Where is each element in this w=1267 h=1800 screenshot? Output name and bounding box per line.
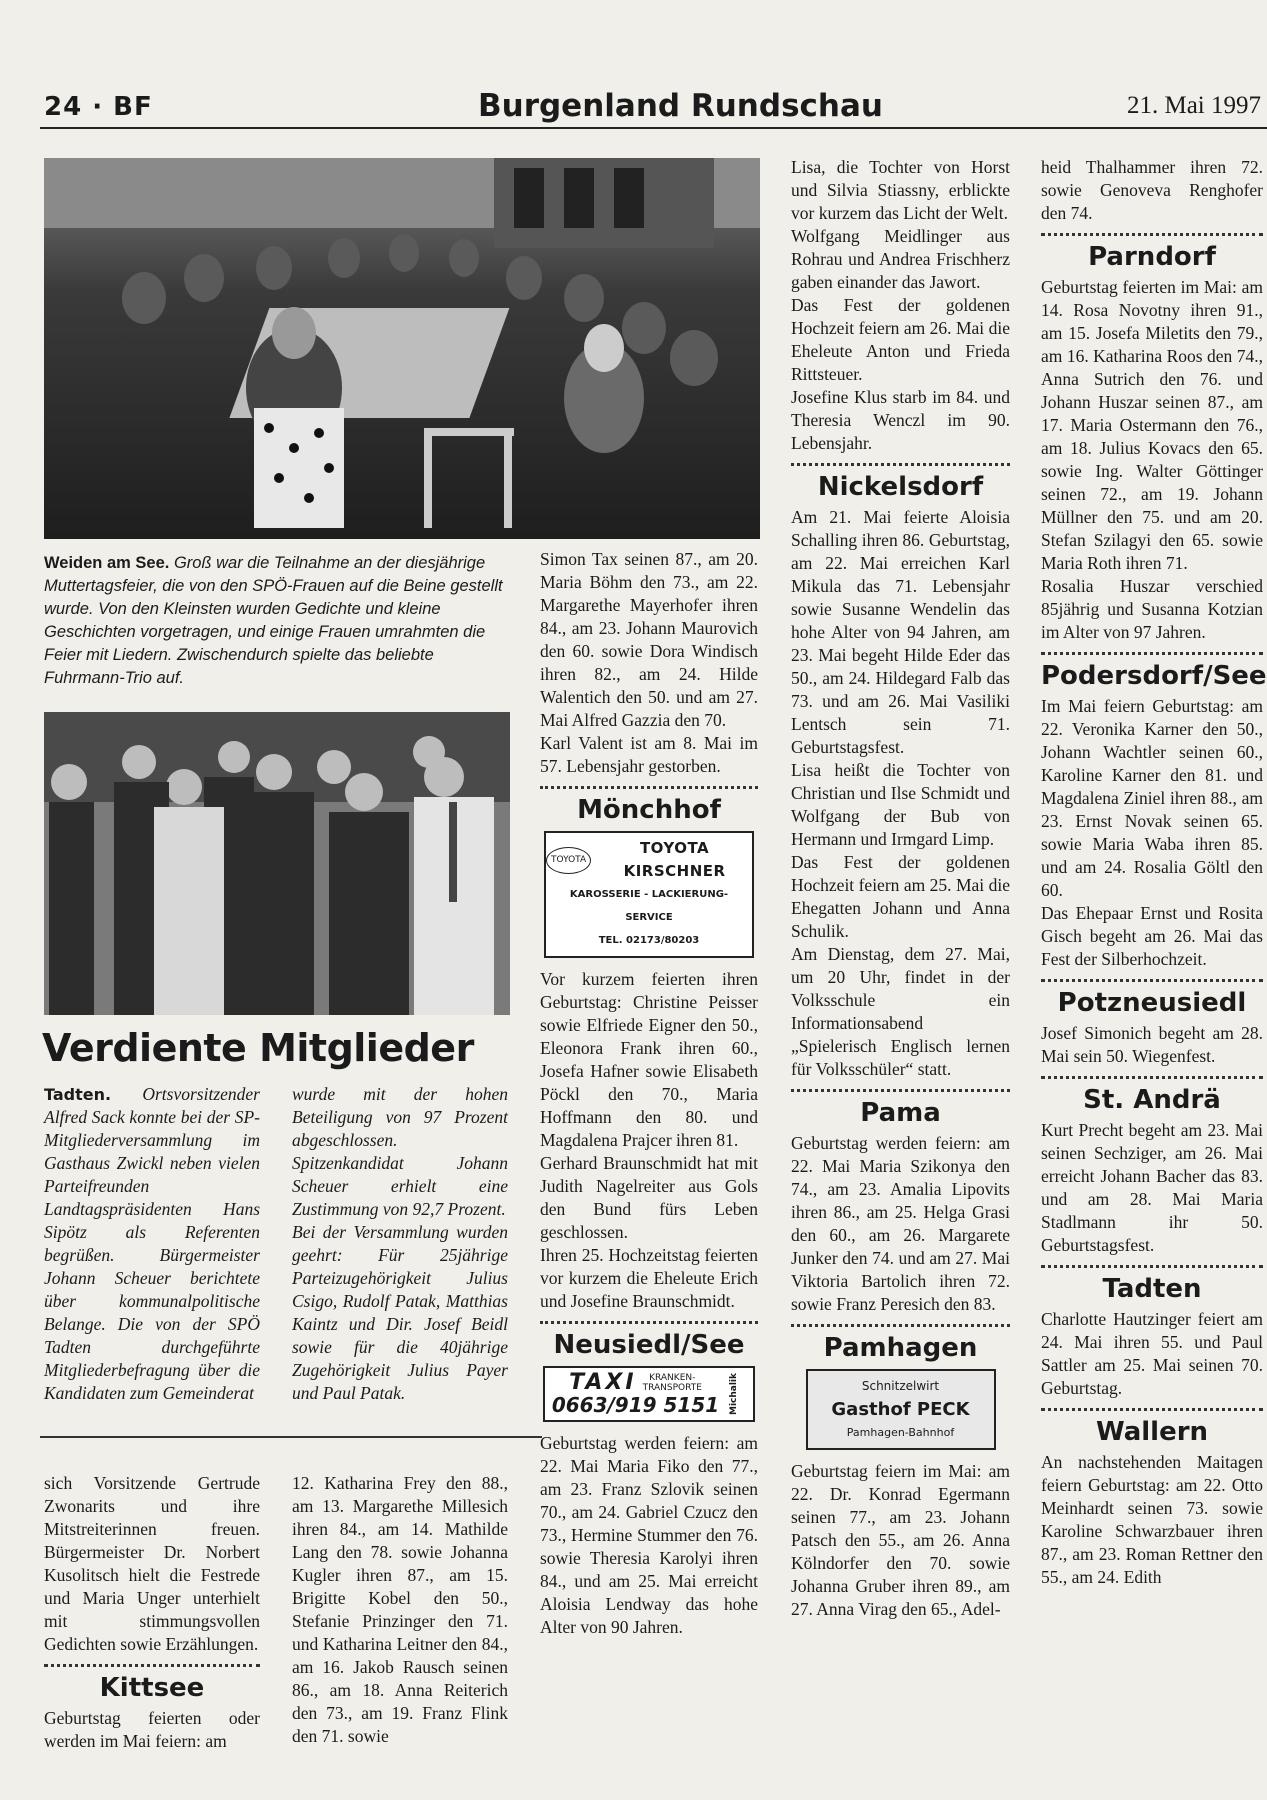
- article-text-3: Bei der Versammlung wurden geehrt: Für 25jährige Parteizugehörigkeit Julius Csigo, Rudolf Patak, Matthias Kaintz und Dir. Josef Beidl sowie für die 40jährige Zugehörigkeit Julius Payer und Paul Patak.: [292, 1222, 508, 1403]
- bottom-col-2: [292, 1472, 508, 1748]
- taxi-ad-title: TAXI: [569, 1370, 637, 1395]
- photo-verdiente-mitglieder: [44, 712, 510, 1015]
- section-separator: [1041, 1408, 1263, 1411]
- section-separator: [1041, 1076, 1263, 1079]
- wallern-text: An nachstehenden Maitagen feiern Geburtstag: am 22. Otto Meinhardt seinen 73. sowie Karoline Schwarzbauer ihren 87., am 23. Roman Rettner den 55., am 24. Edith: [1041, 1452, 1263, 1587]
- ad-toyota-kirschner: [544, 831, 754, 958]
- moenchhof-text: Vor kurzem feierten ihren Geburtstag: Christine Peisser sowie Elfriede Eigner den 50., Eleonora Frank ihren 60., Josefa Hafner sowie Elisabeth Pöckl den 70., Maria Hoffmann den 80. und Magdalena Prajcer ihren 81.: [540, 969, 758, 1150]
- column-3: [540, 548, 758, 1639]
- issue-date: 21. Mai 1997: [1126, 92, 1261, 119]
- column-5: [1041, 156, 1267, 1589]
- moenchhof-text-3: Ihren 25. Hochzeitstag feierten vor kurzem die Eheleute Erich und Josefine Braunschmidt.: [540, 1245, 758, 1311]
- article-rule: [40, 1436, 542, 1438]
- bottom-text-1: sich Vorsitzende Gertrude Zwonarits und ihre Mitstreiterinnen freuen. Bürgermeister Dr. Norbert Kusolitsch hielt die Festrede und Maria Unger unterhielt mit stimmungsvollen Gedichten sowie Erzählungen.: [44, 1473, 260, 1654]
- col5-intro: heid Thalhammer ihren 72. sowie Genoveva Renghofer den 74.: [1041, 157, 1263, 223]
- st-andrae-text: Kurt Precht begeht am 23. Mai seinen Sechziger, am 26. Mai erreicht Johann Bacher das 83. und am 28. Mai Maria Stadlmann ihr 50. Geburtstagsfest.: [1041, 1120, 1263, 1255]
- col4-intro: Lisa, die Tochter von Horst und Silvia Stiassny, erblickte vor kurzem das Licht der Welt.: [791, 157, 1010, 223]
- section-separator: [1041, 979, 1263, 982]
- taxi-ad-kranken: KRANKEN- TRANSPORTE: [642, 1372, 702, 1393]
- peck-ad-line2: Gasthof PECK: [831, 1399, 970, 1420]
- photo-caption-weiden: [44, 552, 504, 690]
- section-separator: [1041, 233, 1263, 236]
- paper-title: Burgenland Rundschau: [478, 88, 883, 124]
- header-rule: [40, 127, 1267, 129]
- parndorf-text-2: Rosalia Huszar verschied 85jährig und Susanna Kotzian im Alter von 97 Jahren.: [1041, 576, 1263, 642]
- article-col-1: [44, 1083, 260, 1405]
- section-separator: [540, 1321, 758, 1324]
- toyota-logo-icon: TOYOTA: [546, 847, 591, 874]
- column-4: [791, 156, 1010, 1621]
- photo-muttertagsfeier: [44, 158, 760, 539]
- ad-taxi-michalik: [543, 1366, 755, 1422]
- section-separator: [1041, 1265, 1263, 1268]
- col4-intro3: Das Fest der goldenen Hochzeit feiern am 26. Mai die Eheleute Anton und Frieda Rittsteuer.: [791, 295, 1010, 384]
- article-text-2: wurde mit der hohen Beteiligung von 97 Prozent abgeschlossen. Spitzenkandidat Johann Scheuer erhielt eine Zustimmung von 92,7 Prozent.: [292, 1084, 508, 1219]
- ad-gasthof-peck: [806, 1369, 996, 1450]
- col4-intro2: Wolfgang Meidlinger aus Rohrau und Andrea Frischherz gaben einander das Jawort.: [791, 226, 1010, 292]
- pama-text: Geburtstag werden feiern: am 22. Mai Maria Szikonya den 74., am 23. Amalia Lipovits ihren 86., am 25. Helga Grasi den 60., am 26. Margarete Junker den 74. und am 27. Mai Viktoria Bartolich ihren 72. sowie Franz Peresich den 83.: [791, 1133, 1010, 1314]
- section-title-wallern: Wallern: [1095, 1417, 1209, 1447]
- section-title-potzneusiedl: Potzneusiedl: [1057, 988, 1247, 1018]
- col3-intro: Simon Tax seinen 87., am 20. Maria Böhm den 73., am 22. Margarethe Mayerhofer ihren 84., am 23. Johann Maurovich den 60. sowie Dora Windisch ihren 82., am 24. Hilde Walentich den 50. und am 27. Mai Alfred Gazzia den 70.: [540, 549, 758, 730]
- section-title-neusiedl: Neusiedl/See: [553, 1330, 745, 1360]
- section-title-kittsee: Kittsee: [99, 1673, 205, 1703]
- photo-group-image: [44, 712, 510, 1015]
- section-separator: [44, 1664, 260, 1667]
- bottom-col-1: [44, 1472, 260, 1753]
- caption-text: Groß war die Teilnahme an der diesjährige Muttertagsfeier, die von den SPÖ-Frauen auf die Beine gestellt wurde. Von den Kleinsten wurden Gedichte und kleine Geschichten vorgetragen, und einige Frauen umrahmten die Feier mit Liedern. Zwischendurch spielte das beliebte Fuhrmann-Trio auf.: [44, 554, 503, 687]
- moenchhof-text-2: Gerhard Braunschmidt hat mit Judith Nagelreiter aus Gols den Bund fürs Leben geschlossen.: [540, 1153, 758, 1242]
- kittsee-text: Geburtstag feierten oder werden im Mai feiern: am: [44, 1708, 260, 1751]
- section-title-st-andrae: St. Andrä: [1083, 1085, 1221, 1115]
- article-text-1: Ortsvorsitzender Alfred Sack konnte bei der SP-Mitgliederversammlung im Gasthaus Zwickl neben vielen Parteifreunden Landtagspräsidenten Hans Sipötz als Referenten begrüßen. Bürgermeister Johann Scheuer berichtete über kommunalpolitische Belange. Die von der SPÖ Tadten durchgeführte Mitgliederbefragung über die Kandidaten zum Gemeinderat: [44, 1084, 260, 1403]
- tadten-text: Charlotte Hautzinger feiert am 24. Mai ihren 55. und Paul Sattler am 25. Mai seinen 70. Geburtstag.: [1041, 1309, 1263, 1398]
- neusiedl-text: Geburtstag werden feiern: am 22. Mai Maria Fiko den 77., am 23. Franz Szlovik seinen 70., am 24. Gabriel Czucz den 73., Hermine Stummer den 76. sowie Theresia Karolyi ihren 84., und am 25. Mai erreicht Aloisia Lendway das hohe Alter von 90 Jahren.: [540, 1433, 758, 1637]
- toyota-ad-name: TOYOTA KIRSCHNER: [623, 839, 726, 880]
- parndorf-text: Geburtstag feierten im Mai: am 14. Rosa Novotny ihren 91., am 15. Josefa Miletits den 79., am 16. Katharina Roos den 74., Anna Sutrich den 76. und Johann Huszar seinen 87., am 17. Maria Ostermann den 76., am 18. Julius Kovacs den 65. sowie Ing. Walter Göttinger seinen 72., am 19. Johann Müllner den 75. und am 20. Stefan Szilagyi den 65. sowie Maria Roth ihren 71.: [1041, 277, 1263, 573]
- section-title-pama: Pama: [860, 1098, 941, 1128]
- peck-ad-line1: Schnitzelwirt: [861, 1379, 940, 1393]
- taxi-ad-side: Michalik: [729, 1372, 740, 1415]
- caption-place: Weiden am See.: [44, 554, 170, 572]
- section-title-pamhagen: Pamhagen: [823, 1333, 978, 1363]
- taxi-ad-phone: 0663/919 5151: [551, 1393, 720, 1417]
- section-separator: [1041, 652, 1263, 655]
- nickelsdorf-text: Am 21. Mai feierte Aloisia Schalling ihren 86. Geburtstag, am 22. Mai erreichen Karl Mikula das 71. Lebensjahr sowie Susanne Wendelin das hohe Alter von 94 Jahren, am 23. Mai begeht Hilde Eder das 50., am 24. Hildegard Falb das 73. und am 26. Mai Vasiliki Lentsch sein 71. Geburtstagsfest.: [791, 507, 1010, 757]
- section-separator: [791, 1324, 1010, 1327]
- article-place: Tadten.: [44, 1085, 112, 1104]
- section-title-tadten: Tadten: [1102, 1274, 1202, 1304]
- podersdorf-text-2: Das Ehepaar Ernst und Rosita Gisch begeht am 26. Mai das Fest der Silberhochzeit.: [1041, 903, 1263, 969]
- bottom-text-2: 12. Katharina Frey den 88., am 13. Margarethe Millesich ihren 84., am 14. Mathilde Lang den 78. sowie Johanna Kugler ihren 87., am 15. Brigitte Kobel den 50., Stefanie Prinzinger den 71. und Katharina Leitner den 84., am 16. Jakob Rausch seinen 86., am 18. Anna Reiterich den 73., am 19. Franz Flink den 71. sowie: [292, 1473, 508, 1746]
- col3-intro2: Karl Valent ist am 8. Mai im 57. Lebensjahr gestorben.: [540, 733, 758, 776]
- peck-ad-line3: Pamhagen-Bahnhof: [846, 1426, 955, 1439]
- toyota-ad-tel: TEL. 02173/80203: [598, 935, 700, 946]
- article-headline: Verdiente Mitglieder: [42, 1026, 474, 1070]
- pamhagen-text: Geburtstag feiern im Mai: am 22. Dr. Konrad Egermann seinen 77., am 23. Johann Patsch den 55., am 26. Anna Kölndorfer den 70. sowie Johanna Gruber ihren 89., am 27. Anna Virag den 65., Adel-: [791, 1461, 1010, 1619]
- nickelsdorf-text-2: Lisa heißt die Tochter von Christian und Ilse Schmidt und Wolfgang der Bub von Hermann und Irmgard Limp.: [791, 760, 1010, 849]
- potzneusiedl-text: Josef Simonich begeht am 28. Mai sein 50. Wiegenfest.: [1041, 1023, 1263, 1066]
- section-title-nickelsdorf: Nickelsdorf: [817, 472, 984, 502]
- nickelsdorf-text-4: Am Dienstag, dem 27. Mai, um 20 Uhr, findet in der Volksschule ein Informationsabend „Spielerisch Englisch lernen für Volksschüler“ statt.: [791, 944, 1010, 1079]
- toyota-ad-services: KAROSSERIE - LACKIERUNG- SERVICE: [569, 889, 729, 923]
- col4-intro4: Josefine Klus starb im 84. und Theresia Wenczl im 90. Lebensjahr.: [791, 387, 1010, 453]
- article-col-2: [292, 1083, 508, 1405]
- section-separator: [791, 463, 1010, 466]
- section-title-parndorf: Parndorf: [1088, 242, 1216, 272]
- page-section: 24 · BF: [44, 92, 153, 122]
- podersdorf-text: Im Mai feiern Geburtstag: am 22. Veronika Karner den 50., Johann Wachtler seinen 60., Karoline Karner den 81. und Magdalena Ziniel ihren 88., am 23. Ernst Novak seinen 65. sowie Maria Waba ihren 85. und am 24. Rosalia Göltl den 60.: [1041, 696, 1263, 900]
- nickelsdorf-text-3: Das Fest der goldenen Hochzeit feiern am 25. Mai die Ehegatten Johann und Anna Schulik.: [791, 852, 1010, 941]
- section-separator: [540, 786, 758, 789]
- section-separator: [791, 1089, 1010, 1092]
- photo-muttertagsfeier-image: [44, 158, 760, 539]
- section-title-moenchhof: Mönchhof: [577, 795, 721, 825]
- section-title-podersdorf: Podersdorf/See: [1041, 661, 1267, 691]
